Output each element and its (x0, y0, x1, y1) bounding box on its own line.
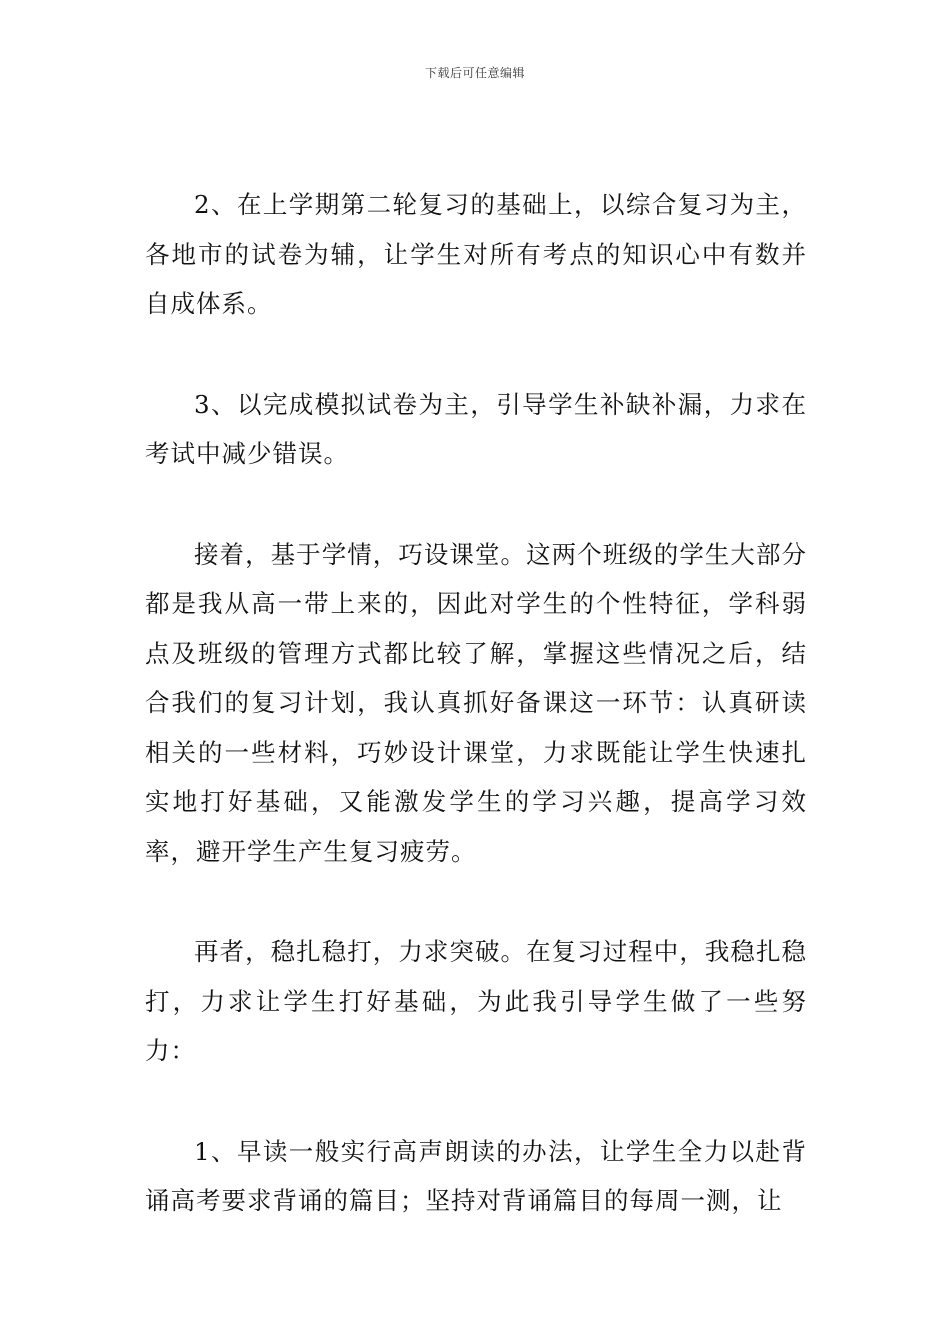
paragraph-steady-progress: 再者，稳扎稳打，力求突破。在复习过程中，我稳扎稳打，力求让学生打好基础，为此我引导学生做了一些努力： (145, 937, 807, 1065)
paragraph-lesson-design: 接着，基于学情，巧设课堂。这两个班级的学生大部分都是我从高一带上来的，因此对学生的个性特征，学科弱点及班级的管理方式都比较了解，掌握这些情况之后，结合我们的复习计划，我认真抓好备课这一环节：认真研读相关的一些材料，巧妙设计课堂，力求既能让学生快速扎实地打好基础，又能激发学生的学习兴趣，提高学习效率，避开学生产生复习疲劳。 (145, 539, 807, 866)
document-body (145, 180, 807, 1226)
paragraph-review-item-2: 2、在上学期第二轮复习的基础上，以综合复习为主，各地市的试卷为辅，让学生对所有考点的知识心中有数并自成体系。 (145, 190, 807, 318)
paragraph-review-item-3: 3、以完成模拟试卷为主，引导学生补缺补漏，力求在考试中减少错误。 (145, 389, 807, 468)
page-header: 下载后可任意编辑 (424, 66, 525, 80)
paragraph-morning-reading: 1、早读一般实行高声朗读的办法，让学生全力以赴背诵高考要求背诵的篇目；坚持对背诵篇目的每周一测，让 (145, 1136, 807, 1215)
